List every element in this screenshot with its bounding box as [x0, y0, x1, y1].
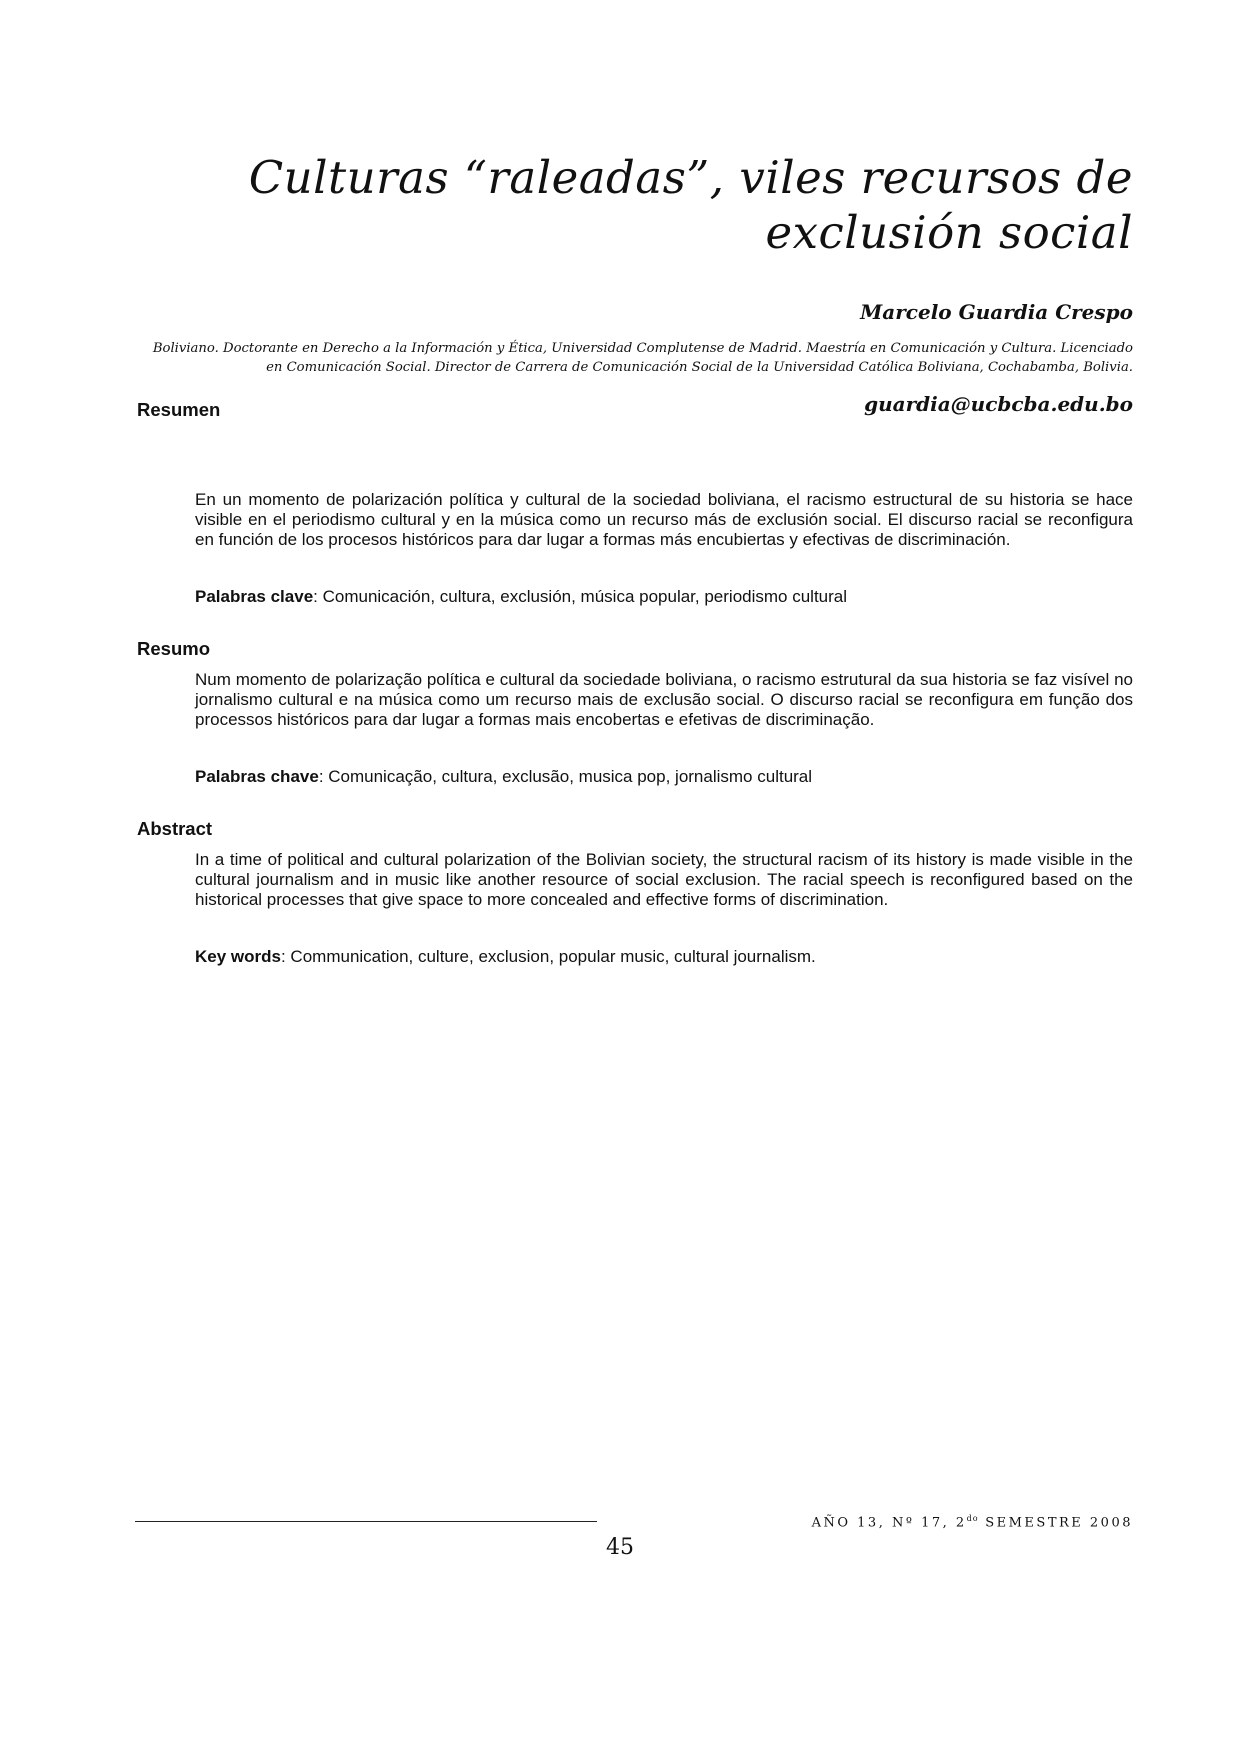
- issue-suffix: SEMESTRE 2008: [978, 1515, 1133, 1531]
- resumen-body: En un momento de polarización política y cultural de la sociedad boliviana, el racismo estructural de su historia se hace visible en el periodismo cultural y en la música como un recurso más de exclusión social. El discurso racial se reconfigura en función de los procesos históricos para dar lugar a formas más encubiertas y efectivas de discriminación.: [195, 490, 1133, 549]
- resumen-keywords: [195, 587, 1133, 607]
- abstract-heading: Abstract: [137, 818, 213, 839]
- resumo-keywords: [195, 767, 1133, 787]
- resumo-heading: Resumo: [137, 638, 210, 659]
- article-title: Culturas “raleadas”, viles recursos de exclusión social: [248, 151, 1133, 259]
- resumen-keywords-text: : Comunicación, cultura, exclusión, música popular, periodismo cultural: [313, 587, 848, 606]
- resumo-body: Num momento de polarização política e cultural da sociedade boliviana, o racismo estrutural da sua historia se faz visível no jornalismo cultural e na música como um recurso mais de exclusão social. O discurso racial se reconfigura em função dos processos históricos para dar lugar a formas mais encobertas e efetivas de discriminação.: [195, 670, 1133, 729]
- resumo-keywords-label: Palabras chave: [195, 767, 319, 786]
- resumen-keywords-label: Palabras clave: [195, 587, 314, 606]
- issue-ordinal: do: [966, 1514, 979, 1523]
- resumen-heading: Resumen: [137, 399, 221, 420]
- issue-prefix: AÑO 13, Nº 17, 2: [811, 1515, 967, 1531]
- author-affiliation: Boliviano. Doctorante en Derecho a la Información y Ética, Universidad Complutense de Madrid. Maestría en Comunicación y Cultura. Licenciado en Comunicación Social. Director de Carrera de Comunicación Social de la Universidad Católica Boliviana, Cochabamba, Bolivia.: [152, 341, 1133, 375]
- journal-issue: [812, 1514, 1133, 1530]
- author-email: guardia@ucbcba.edu.bo: [864, 392, 1133, 416]
- footer-divider: [135, 1521, 597, 1522]
- author-name: Marcelo Guardia Crespo: [860, 300, 1133, 324]
- abstract-keywords-text: : Communication, culture, exclusion, popular music, cultural journalism.: [280, 947, 816, 966]
- abstract-keywords: [195, 947, 1133, 967]
- resumo-keywords-text: : Comunicação, cultura, exclusão, musica pop, jornalismo cultural: [318, 767, 813, 786]
- abstract-body: In a time of political and cultural polarization of the Bolivian society, the structural racism of its history is made visible in the cultural journalism and in music like another resource of social exclusion. The racial speech is reconfigured based on the historical processes that give space to more concealed and effective forms of discrimination.: [195, 850, 1133, 909]
- abstract-keywords-label: Key words: [195, 947, 281, 966]
- page-number: 45: [606, 1535, 634, 1560]
